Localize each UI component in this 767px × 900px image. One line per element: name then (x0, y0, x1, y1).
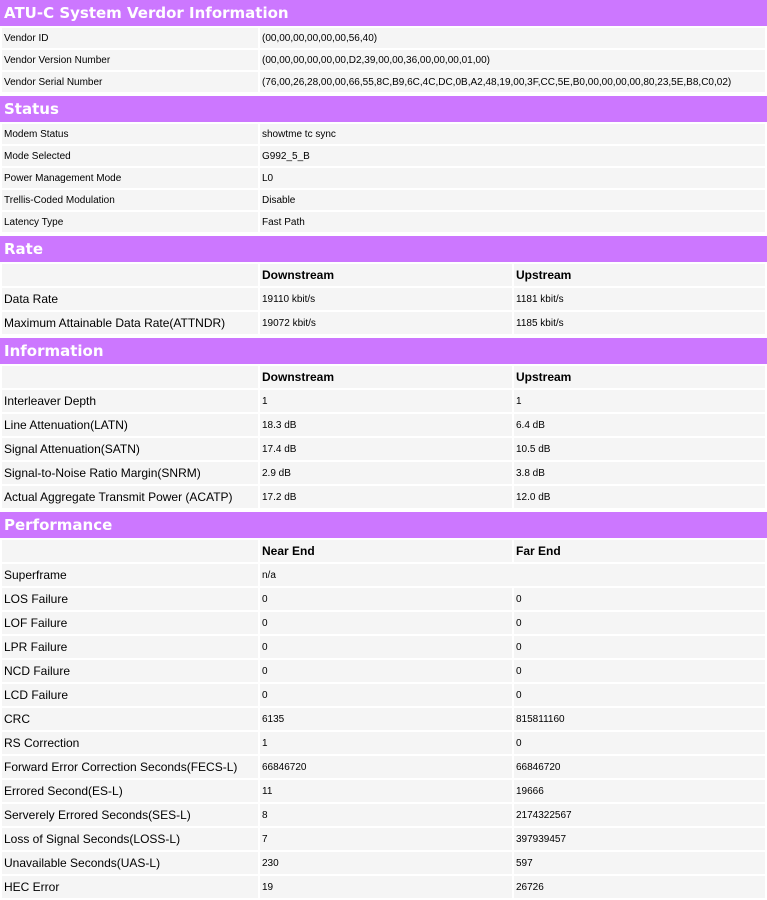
row-label: Forward Error Correction Seconds(FECS-L) (2, 756, 258, 778)
row-label: LOF Failure (2, 612, 258, 634)
table-row (2, 288, 765, 310)
section-header-rate: Rate (0, 236, 767, 262)
row-value-upstream: 6.4 dB (514, 414, 765, 436)
row-value: L0 (260, 168, 765, 188)
table-row (2, 212, 765, 232)
row-label: Signal Attenuation(SATN) (2, 438, 258, 460)
row-value-far-end: 815811160 (514, 708, 765, 730)
table-row (2, 756, 765, 778)
row-value: showtme tc sync (260, 124, 765, 144)
table-row (2, 312, 765, 334)
row-label: RS Correction (2, 732, 258, 754)
row-label: Power Management Mode (2, 168, 258, 188)
row-label: Errored Second(ES-L) (2, 780, 258, 802)
row-value-far-end: 0 (514, 732, 765, 754)
row-value-downstream: 18.3 dB (260, 414, 512, 436)
row-value-downstream: 19110 kbit/s (260, 288, 512, 310)
row-label: Serverely Errored Seconds(SES-L) (2, 804, 258, 826)
row-value-far-end: 19666 (514, 780, 765, 802)
row-value-downstream: 2.9 dB (260, 462, 512, 484)
table-row (2, 438, 765, 460)
row-value-near-end: 230 (260, 852, 512, 874)
information-section (0, 338, 767, 510)
table-row (2, 684, 765, 706)
table-row (2, 124, 765, 144)
row-value-upstream: 1 (514, 390, 765, 412)
table-row (2, 708, 765, 730)
column-header-row (2, 264, 765, 286)
row-label: Trellis-Coded Modulation (2, 190, 258, 210)
column-header-far-end: Far End (514, 540, 765, 562)
row-label: Mode Selected (2, 146, 258, 166)
row-value-near-end: 0 (260, 684, 512, 706)
table-row (2, 780, 765, 802)
row-label: CRC (2, 708, 258, 730)
table-row (2, 876, 765, 898)
table-row (2, 462, 765, 484)
row-value-downstream: 19072 kbit/s (260, 312, 512, 334)
row-label: Line Attenuation(LATN) (2, 414, 258, 436)
row-value-downstream: 1 (260, 390, 512, 412)
row-value-far-end: 0 (514, 612, 765, 634)
row-value-far-end: 597 (514, 852, 765, 874)
column-header-near-end: Near End (260, 540, 512, 562)
row-value-far-end: 66846720 (514, 756, 765, 778)
row-value-upstream: 12.0 dB (514, 486, 765, 508)
table-row (2, 636, 765, 658)
row-label: LOS Failure (2, 588, 258, 610)
row-label: Vendor Version Number (2, 50, 258, 70)
column-header-row (2, 540, 765, 562)
table-row (2, 190, 765, 210)
row-value: G992_5_B (260, 146, 765, 166)
row-value-near-end: 19 (260, 876, 512, 898)
table-row (2, 50, 765, 70)
table-row (2, 660, 765, 682)
row-label: LCD Failure (2, 684, 258, 706)
table-row (2, 390, 765, 412)
table-row (2, 852, 765, 874)
row-label: HEC Error (2, 876, 258, 898)
row-value-far-end: 2174322567 (514, 804, 765, 826)
row-value-near-end: 6135 (260, 708, 512, 730)
row-value-upstream: 3.8 dB (514, 462, 765, 484)
row-value-near-end: 11 (260, 780, 512, 802)
row-value: Fast Path (260, 212, 765, 232)
row-value-far-end: 26726 (514, 876, 765, 898)
information-table (0, 364, 767, 510)
row-label: Maximum Attainable Data Rate(ATTNDR) (2, 312, 258, 334)
table-row (2, 168, 765, 188)
table-row (2, 28, 765, 48)
row-value-upstream: 1181 kbit/s (514, 288, 765, 310)
table-row (2, 588, 765, 610)
table-row (2, 828, 765, 850)
rate-table (0, 262, 767, 336)
section-header-performance: Performance (0, 512, 767, 538)
column-header-downstream: Downstream (260, 366, 512, 388)
table-row (2, 732, 765, 754)
row-value: (00,00,00,00,00,00,D2,39,00,00,36,00,00,00,01,00) (260, 50, 765, 70)
row-value-far-end: 0 (514, 588, 765, 610)
column-header-downstream: Downstream (260, 264, 512, 286)
row-value-downstream: 17.2 dB (260, 486, 512, 508)
row-label: NCD Failure (2, 660, 258, 682)
section-header-status: Status (0, 96, 767, 122)
table-row (2, 564, 765, 586)
section-header-information: Information (0, 338, 767, 364)
column-header-upstream: Upstream (514, 264, 765, 286)
column-header-upstream: Upstream (514, 366, 765, 388)
row-value-far-end: 0 (514, 684, 765, 706)
row-value-far-end: 397939457 (514, 828, 765, 850)
row-value-near-end: 66846720 (260, 756, 512, 778)
row-value-near-end: 0 (260, 660, 512, 682)
row-value-far-end: 0 (514, 636, 765, 658)
blank-header-cell (2, 366, 258, 388)
row-value-upstream: 10.5 dB (514, 438, 765, 460)
table-row (2, 486, 765, 508)
row-label: Interleaver Depth (2, 390, 258, 412)
row-label: Latency Type (2, 212, 258, 232)
row-value-downstream: 17.4 dB (260, 438, 512, 460)
row-value-upstream: 1185 kbit/s (514, 312, 765, 334)
status-section (0, 96, 767, 234)
section-header-vendor: ATU-C System Verdor Information (0, 0, 767, 26)
vendor-section (0, 0, 767, 94)
row-label: Superframe (2, 564, 258, 586)
row-value: (76,00,26,28,00,00,66,55,8C,B9,6C,4C,DC,0B,A2,48,19,00,3F,CC,5E,B0,00,00,00,00,80,23,5E,B8,C0,02) (260, 72, 765, 92)
table-row (2, 72, 765, 92)
row-label: Modem Status (2, 124, 258, 144)
blank-header-cell (2, 264, 258, 286)
performance-section (0, 512, 767, 900)
row-value-near-end: 0 (260, 588, 512, 610)
vendor-table (0, 26, 767, 94)
row-label: Vendor Serial Number (2, 72, 258, 92)
row-label: Signal-to-Noise Ratio Margin(SNRM) (2, 462, 258, 484)
row-value-superframe: n/a (260, 564, 765, 586)
row-value-far-end: 0 (514, 660, 765, 682)
table-row (2, 414, 765, 436)
performance-table (0, 538, 767, 900)
row-label: LPR Failure (2, 636, 258, 658)
table-row (2, 804, 765, 826)
row-value: Disable (260, 190, 765, 210)
blank-header-cell (2, 540, 258, 562)
row-value-near-end: 1 (260, 732, 512, 754)
column-header-row (2, 366, 765, 388)
row-value-near-end: 7 (260, 828, 512, 850)
table-row (2, 612, 765, 634)
row-label: Loss of Signal Seconds(LOSS-L) (2, 828, 258, 850)
row-value-near-end: 0 (260, 612, 512, 634)
row-value-near-end: 8 (260, 804, 512, 826)
row-label: Data Rate (2, 288, 258, 310)
row-label: Actual Aggregate Transmit Power (ACATP) (2, 486, 258, 508)
rate-section (0, 236, 767, 336)
table-row (2, 146, 765, 166)
row-value-near-end: 0 (260, 636, 512, 658)
row-label: Unavailable Seconds(UAS-L) (2, 852, 258, 874)
row-value: (00,00,00,00,00,00,56,40) (260, 28, 765, 48)
status-table (0, 122, 767, 234)
row-label: Vendor ID (2, 28, 258, 48)
